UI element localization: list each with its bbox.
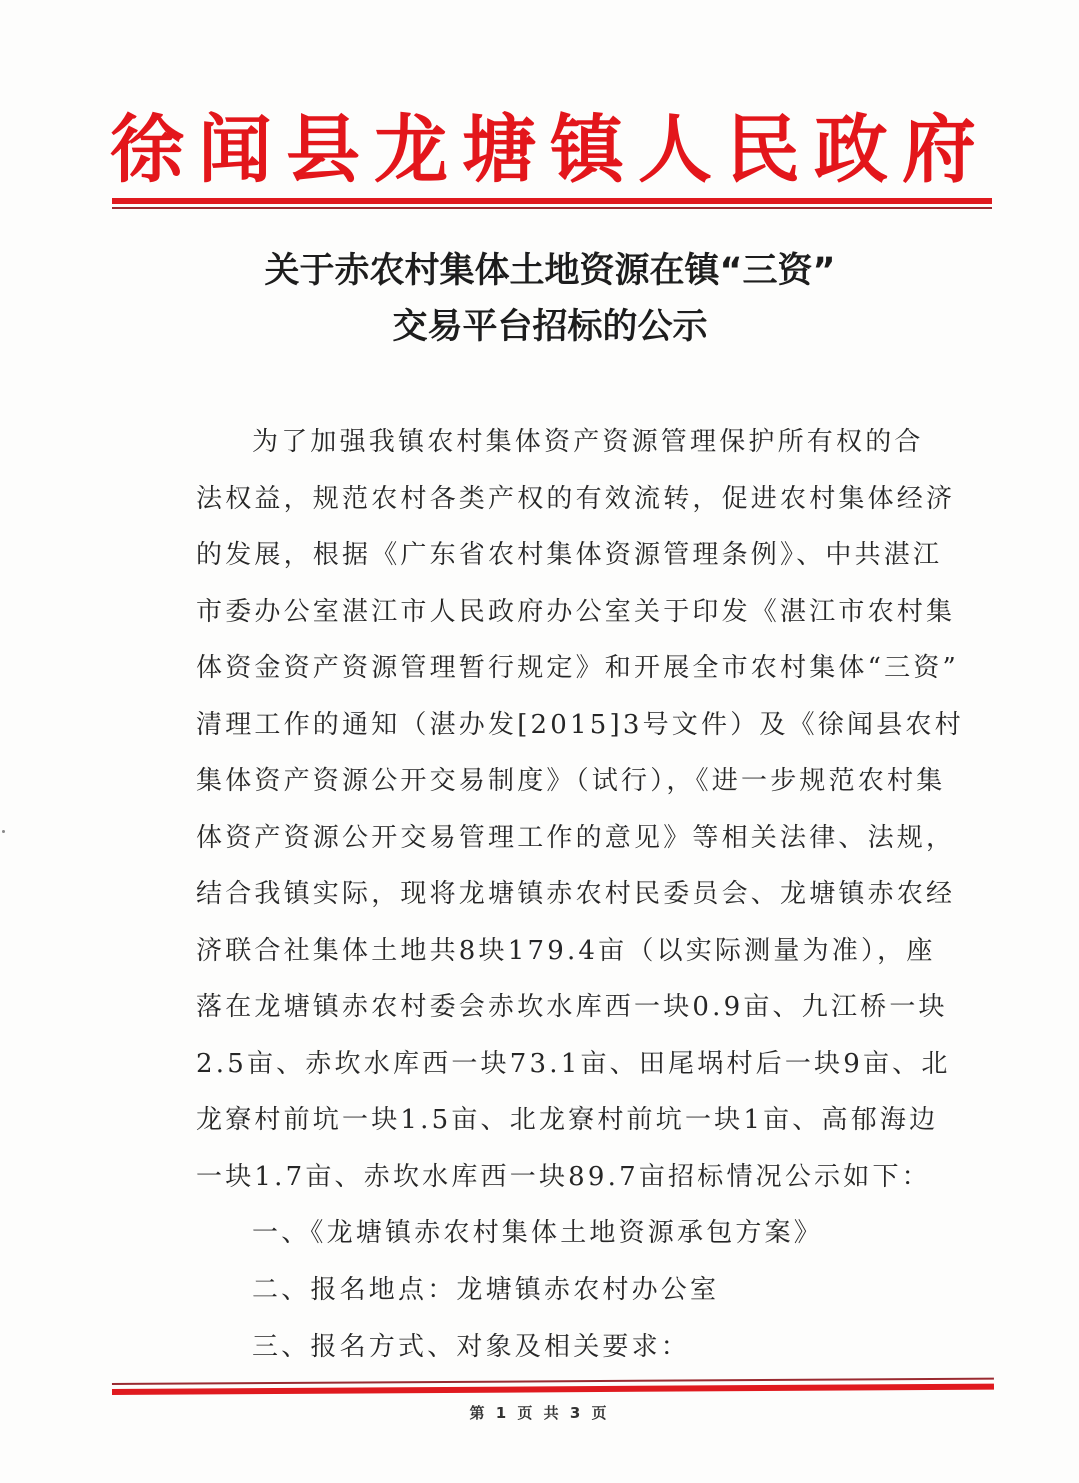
scan-speck xyxy=(2,830,5,833)
body-line: 集体资产资源公开交易制度》（试行），《进一步规范农村集 xyxy=(196,766,946,796)
red-rule-thin xyxy=(112,207,992,209)
section-heading-2: 二、报名地点：龙塘镇赤农村办公室 xyxy=(252,1275,720,1305)
body-line: 体资金资产资源管理暂行规定》和开展全市农村集体“三资” xyxy=(196,653,959,683)
footer-red-rule xyxy=(112,1378,994,1399)
document-title-line-1: 关于赤农村集体土地资源在镇“三资” xyxy=(264,251,836,291)
body-line: 为了加强我镇农村集体资产资源管理保护所有权的合 xyxy=(252,427,924,457)
section-heading-3: 三、报名方式、对象及相关要求： xyxy=(252,1332,691,1362)
red-rule-thick xyxy=(112,1384,994,1395)
body-paragraph xyxy=(196,414,964,1205)
body-line: 体资产资源公开交易管理工作的意见》等相关法律、法规， xyxy=(196,822,956,853)
document-title-line-2: 交易平台招标的公示 xyxy=(392,307,708,347)
body-line: 济联合社集体土地共8块179.4亩（以实际测量为准），座 xyxy=(196,935,936,966)
page-indicator: 第 1 页 共 3 页 xyxy=(469,1404,610,1422)
body-line: 法权益，规范农村各类产权的有效流转，促进农村集体经济 xyxy=(196,483,956,514)
body-line: 一块1.7亩、赤坎水库西一块89.7亩招标情况公示如下： xyxy=(196,1161,931,1192)
body-line: 落在龙塘镇赤农村委会赤坎水库西一块0.9亩、九江桥一块 xyxy=(196,992,948,1022)
masthead-title: 徐闻县龙塘镇人民政府 xyxy=(110,107,990,193)
body-line: 市委办公室湛江市人民政府办公室关于印发《湛江市农村集 xyxy=(196,596,956,627)
body-line: 清理工作的通知（湛办发[2015]3号文件）及《徐闻县农村 xyxy=(196,709,964,740)
body-line: 结合我镇实际，现将龙塘镇赤农村民委员会、龙塘镇赤农经 xyxy=(196,879,956,909)
section-list xyxy=(252,1205,952,1376)
body-line: 的发展，根据《广东省农村集体资源管理条例》、中共湛江 xyxy=(196,540,943,570)
body-line: 2.5亩、赤坎水库西一块73.1亩、田尾埚村后一块9亩、北 xyxy=(196,1048,951,1079)
red-rule-thick xyxy=(112,198,992,204)
body-line: 龙寮村前坑一块1.5亩、北龙寮村前坑一块1亩、高郁海边 xyxy=(196,1105,939,1135)
document-title xyxy=(150,243,950,355)
section-heading-1: 一、《龙塘镇赤农村集体土地资源承包方案》 xyxy=(252,1218,824,1248)
masthead-red-rule xyxy=(112,198,992,210)
